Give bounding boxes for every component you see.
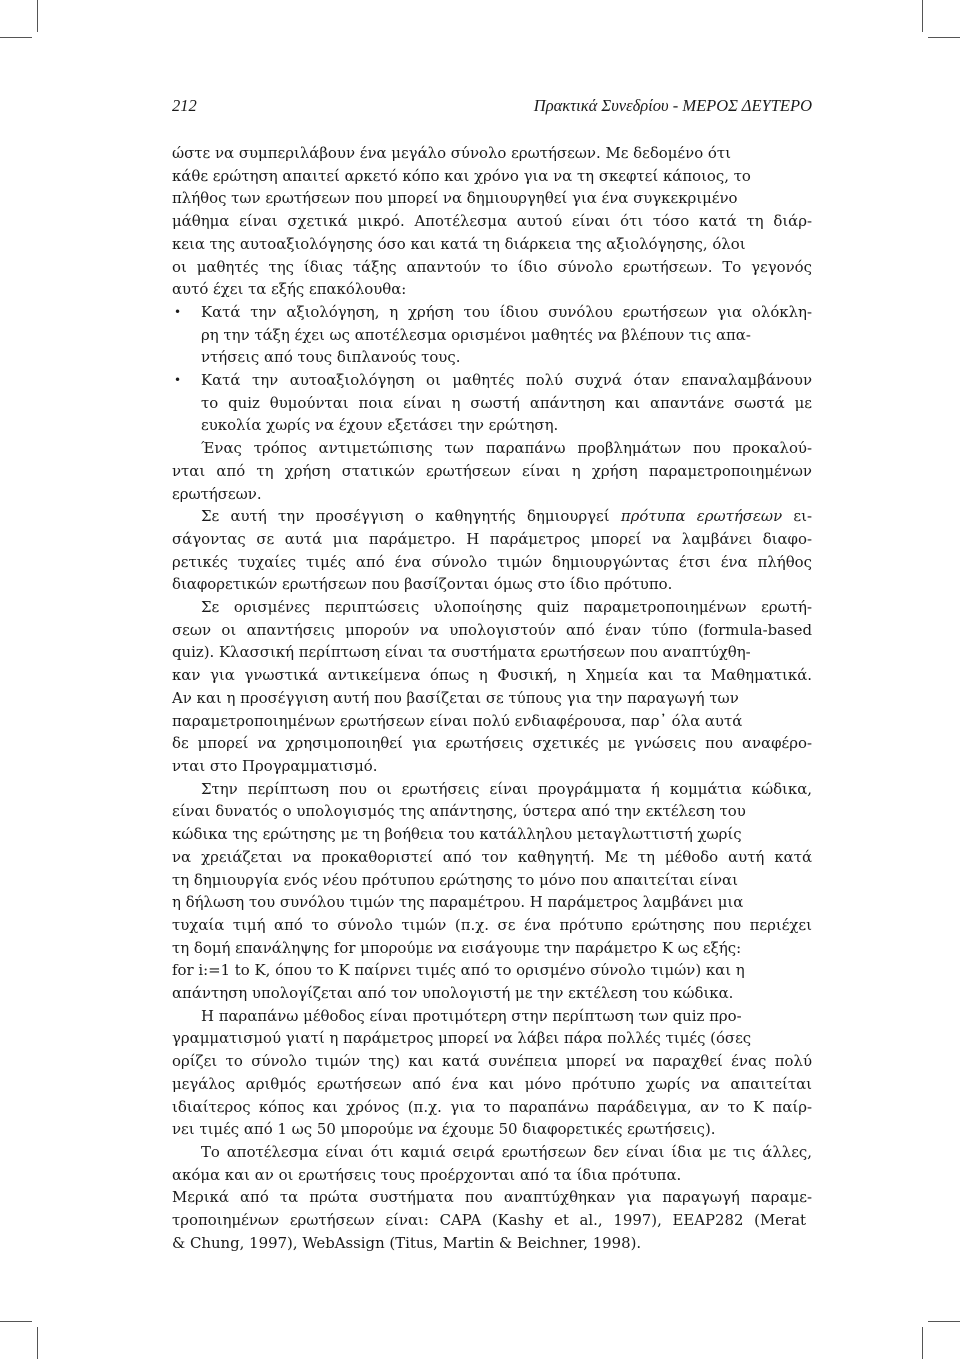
bullet-item (172, 301, 812, 369)
text-line: νει τιμές από 1 ως 50 μπορούμε να έχουμε 50 διαφορετικές ερωτήσεις). (172, 1120, 716, 1139)
text-line: ει- (782, 507, 812, 526)
crop-mark-bottom-right-h (928, 1321, 960, 1322)
text-line: δε μπορεί να χρησιμοποιηθεί για ερωτήσεις σχετικές με γνώσεις που αναφέρο- (172, 734, 812, 753)
crop-mark-bottom-left-h (0, 1321, 32, 1322)
text-line: ιδιαίτερος κόπος και χρόνος (π.χ. για το παραπάνω παράδειγμα, αν το Κ παίρ- (172, 1097, 812, 1116)
crop-mark-bottom-right (922, 1327, 923, 1359)
paragraph-3 (172, 505, 812, 596)
text-line: τη δημιουργία ενός νέου πρότυπου ερώτησης το μόνο που απαιτείται είναι (172, 870, 738, 889)
text-line: πλήθος των ερωτήσεων που μπορεί να δημιουργηθεί για ένα συγκεκριμένο (172, 189, 738, 208)
text-line: τυχαία τιμή από το σύνολο τιμών (π.χ. σε ένα πρότυπο ερώτησης που περιέχει (172, 915, 812, 934)
text-line: καν για γνωστικά αντικείμενα όπως η Φυσική, η Χημεία και τα Μαθηματικά. (172, 666, 812, 685)
text-line: for i:=1 to K, όπου το Κ παίρνει τιμές από το ορισμένο σύνολο τιμών) και η (172, 961, 745, 980)
text-line: οι μαθητές της ίδιας τάξης απαντούν το ίδιο σύνολο ερωτήσεων. Το γεγονός (172, 257, 812, 276)
paragraph-7 (172, 1141, 812, 1186)
text-line: μεγάλος αριθμός ερωτήσεων από ένα και μόνο πρότυπο χωρίς να απαιτείται (172, 1074, 812, 1093)
text-line: ρετικές τυχαίες τιμές από ένα σύνολο τιμών δημιουργώντας έτσι ένα πλήθος (172, 552, 812, 571)
text-line: ακόμα και αν οι ερωτήσεις τους προέρχονται από τα ίδια πρότυπα. (172, 1165, 682, 1184)
text-line: κάθε ερώτηση απαιτεί αρκετό κόπο και χρόνο για να τη σκεφτεί κάποιος, το (172, 166, 751, 185)
text-line: τη δομή επανάληψης for μπορούμε να εισάγουμε την παράμετρο Κ ως εξής: (172, 938, 742, 957)
text-line: Σε ορισμένες περιπτώσεις υλοποίησης quiz παραμετροποιημένων ερωτή- (201, 598, 812, 617)
text-line: Στην περίπτωση που οι ερωτήσεις είναι προγράμματα ή κομμάτια κώδικα, (201, 779, 812, 798)
crop-mark-top-right (922, 0, 923, 32)
text-line: κώδικα της ερώτησης με τη βοήθεια του κατάλληλου μεταγλωττιστή χωρίς (172, 825, 742, 844)
text-line: Αν και η προσέγγιση αυτή που βασίζεται σε τύπους για την παραγωγή των (172, 688, 739, 707)
text-line: ερωτήσεων. (172, 484, 262, 503)
body-text (172, 142, 812, 1254)
paragraph-6 (172, 1005, 812, 1141)
text-line: Το αποτέλεσμα είναι ότι καμιά σειρά ερωτήσεων δεν είναι ίδια με τις άλλες, (201, 1142, 812, 1161)
text-line: Μερικά από τα πρώτα συστήματα που αναπτύχθηκαν για παραγωγή παραμε- (172, 1188, 812, 1207)
crop-mark-bottom-left (37, 1327, 38, 1359)
text-line: Σε αυτή την προσέγγιση ο καθηγητής δημιουργεί (201, 507, 621, 526)
italic-term: πρότυπα ερωτήσεων (620, 507, 783, 526)
running-title: Πρακτικά Συνεδρίου - ΜΕΡΟΣ ΔΕΥΤΕΡΟ (533, 96, 812, 115)
text-line: νται από τη χρήση στατικών ερωτήσεων είναι η χρήση παραμετροποιημένων (172, 461, 812, 480)
text-line: Η παραπάνω μέθοδος είναι προτιμότερη στην περίπτωση των quiz προ- (201, 1006, 742, 1025)
text-line: είναι δυνατός ο υπολογισμός της απάντησης, ύστερα από την εκτέλεση του (172, 802, 746, 821)
running-header (172, 96, 812, 116)
text-line: ώστε να συμπεριλάβουν ένα μεγάλο σύνολο ερωτήσεων. Με δεδομένο ότι (172, 144, 731, 162)
crop-mark-top-left-h (0, 37, 32, 38)
crop-mark-top-right-h (928, 37, 960, 38)
text-line: σάγοντας σε αυτά μια παράμετρο. Η παράμετρος μπορεί να λαμβάνει διαφο- (172, 529, 812, 548)
bullet-icon: • (174, 304, 182, 319)
text-line: ρη την τάξη έχει ως αποτέλεσμα ορισμένοι μαθητές να βλέπουν τις απα- (201, 325, 751, 344)
text-line: Ένας τρόπος αντιμετώπισης των παραπάνω προβλημάτων που προκαλού- (201, 439, 812, 458)
text-line: τροποιημένων ερωτήσεων είναι: CAPA (Kashy et al., 1997), EEAP282 (Merat (172, 1211, 807, 1230)
text-line: Κατά την αξιολόγηση, η χρήση του ίδιου συνόλου ερωτήσεων για ολόκλη- (201, 302, 812, 321)
text-line: & Chung, 1997), WebAssign (Titus, Martin & Beichner, 1998). (172, 1233, 642, 1252)
text-line: ντήσεις από τους διπλανούς τους. (201, 348, 461, 367)
text-line: μάθημα είναι σχετικά μικρό. Αποτέλεσμα αυτού είναι ότι τόσο κατά τη διάρ- (172, 212, 812, 231)
bullet-item (172, 369, 812, 437)
text-line: το quiz θυμούνται ποια είναι η σωστή απάντηση και απαντάνε σωστά με (201, 393, 812, 412)
paragraph-8 (172, 1186, 812, 1254)
text-line: κεια της αυτοαξιολόγησης όσο και κατά τη διάρκεια της αξιολόγησης, όλοι (172, 234, 746, 253)
paragraph-5 (172, 778, 812, 1005)
paragraph-1 (172, 142, 812, 301)
text-line: η δήλωση του συνόλου τιμών της παραμέτρου. Η παράμετρος λαμβάνει μια (172, 893, 744, 912)
text-line: απάντηση υπολογίζεται από τον υπολογιστή με την εκτέλεση του κώδικα. (172, 984, 734, 1003)
text-line: ευκολία χωρίς να έχουν εξετάσει την ερώτηση. (201, 416, 559, 435)
paragraph-2 (172, 437, 812, 505)
text-line: παραμετροποιημένων ερωτήσεων είναι πολύ ενδιαφέρουσα, παρ᾽ όλα αυτά (172, 711, 743, 730)
text-line: ορίζει το σύνολο τιμών της) και κατά συνέπεια μπορεί να παραχθεί ένας πολύ (172, 1052, 812, 1071)
text-line: διαφορετικών ερωτήσεων που βασίζονται όμως στο ίδιο πρότυπο. (172, 575, 673, 594)
text-line: quiz). Κλασσική περίπτωση είναι τα συστήματα ερωτήσεων που αναπτύχθη- (172, 643, 751, 662)
text-line: γραμματισμού γιατί η παράμετρος μπορεί να λάβει πάρα πολλές τιμές (όσες (172, 1029, 752, 1048)
text-line: νται στο Προγραμματισμό. (172, 756, 378, 775)
text-line: Κατά την αυτοαξιολόγηση οι μαθητές πολύ συχνά όταν επαναλαμβάνουν (201, 371, 812, 390)
page-number: 212 (172, 96, 197, 115)
text-line: σεων οι απαντήσεις μπορούν να υπολογιστούν από έναν τύπο (formula-based (172, 620, 812, 639)
bullet-icon: • (174, 373, 182, 388)
text-line: αυτό έχει τα εξής επακόλουθα: (172, 280, 407, 299)
crop-mark-top-left (37, 0, 38, 32)
text-line: να χρειάζεται να προκαθοριστεί από τον καθηγητή. Με τη μέθοδο αυτή κατά (172, 847, 812, 866)
paragraph-4 (172, 596, 812, 778)
